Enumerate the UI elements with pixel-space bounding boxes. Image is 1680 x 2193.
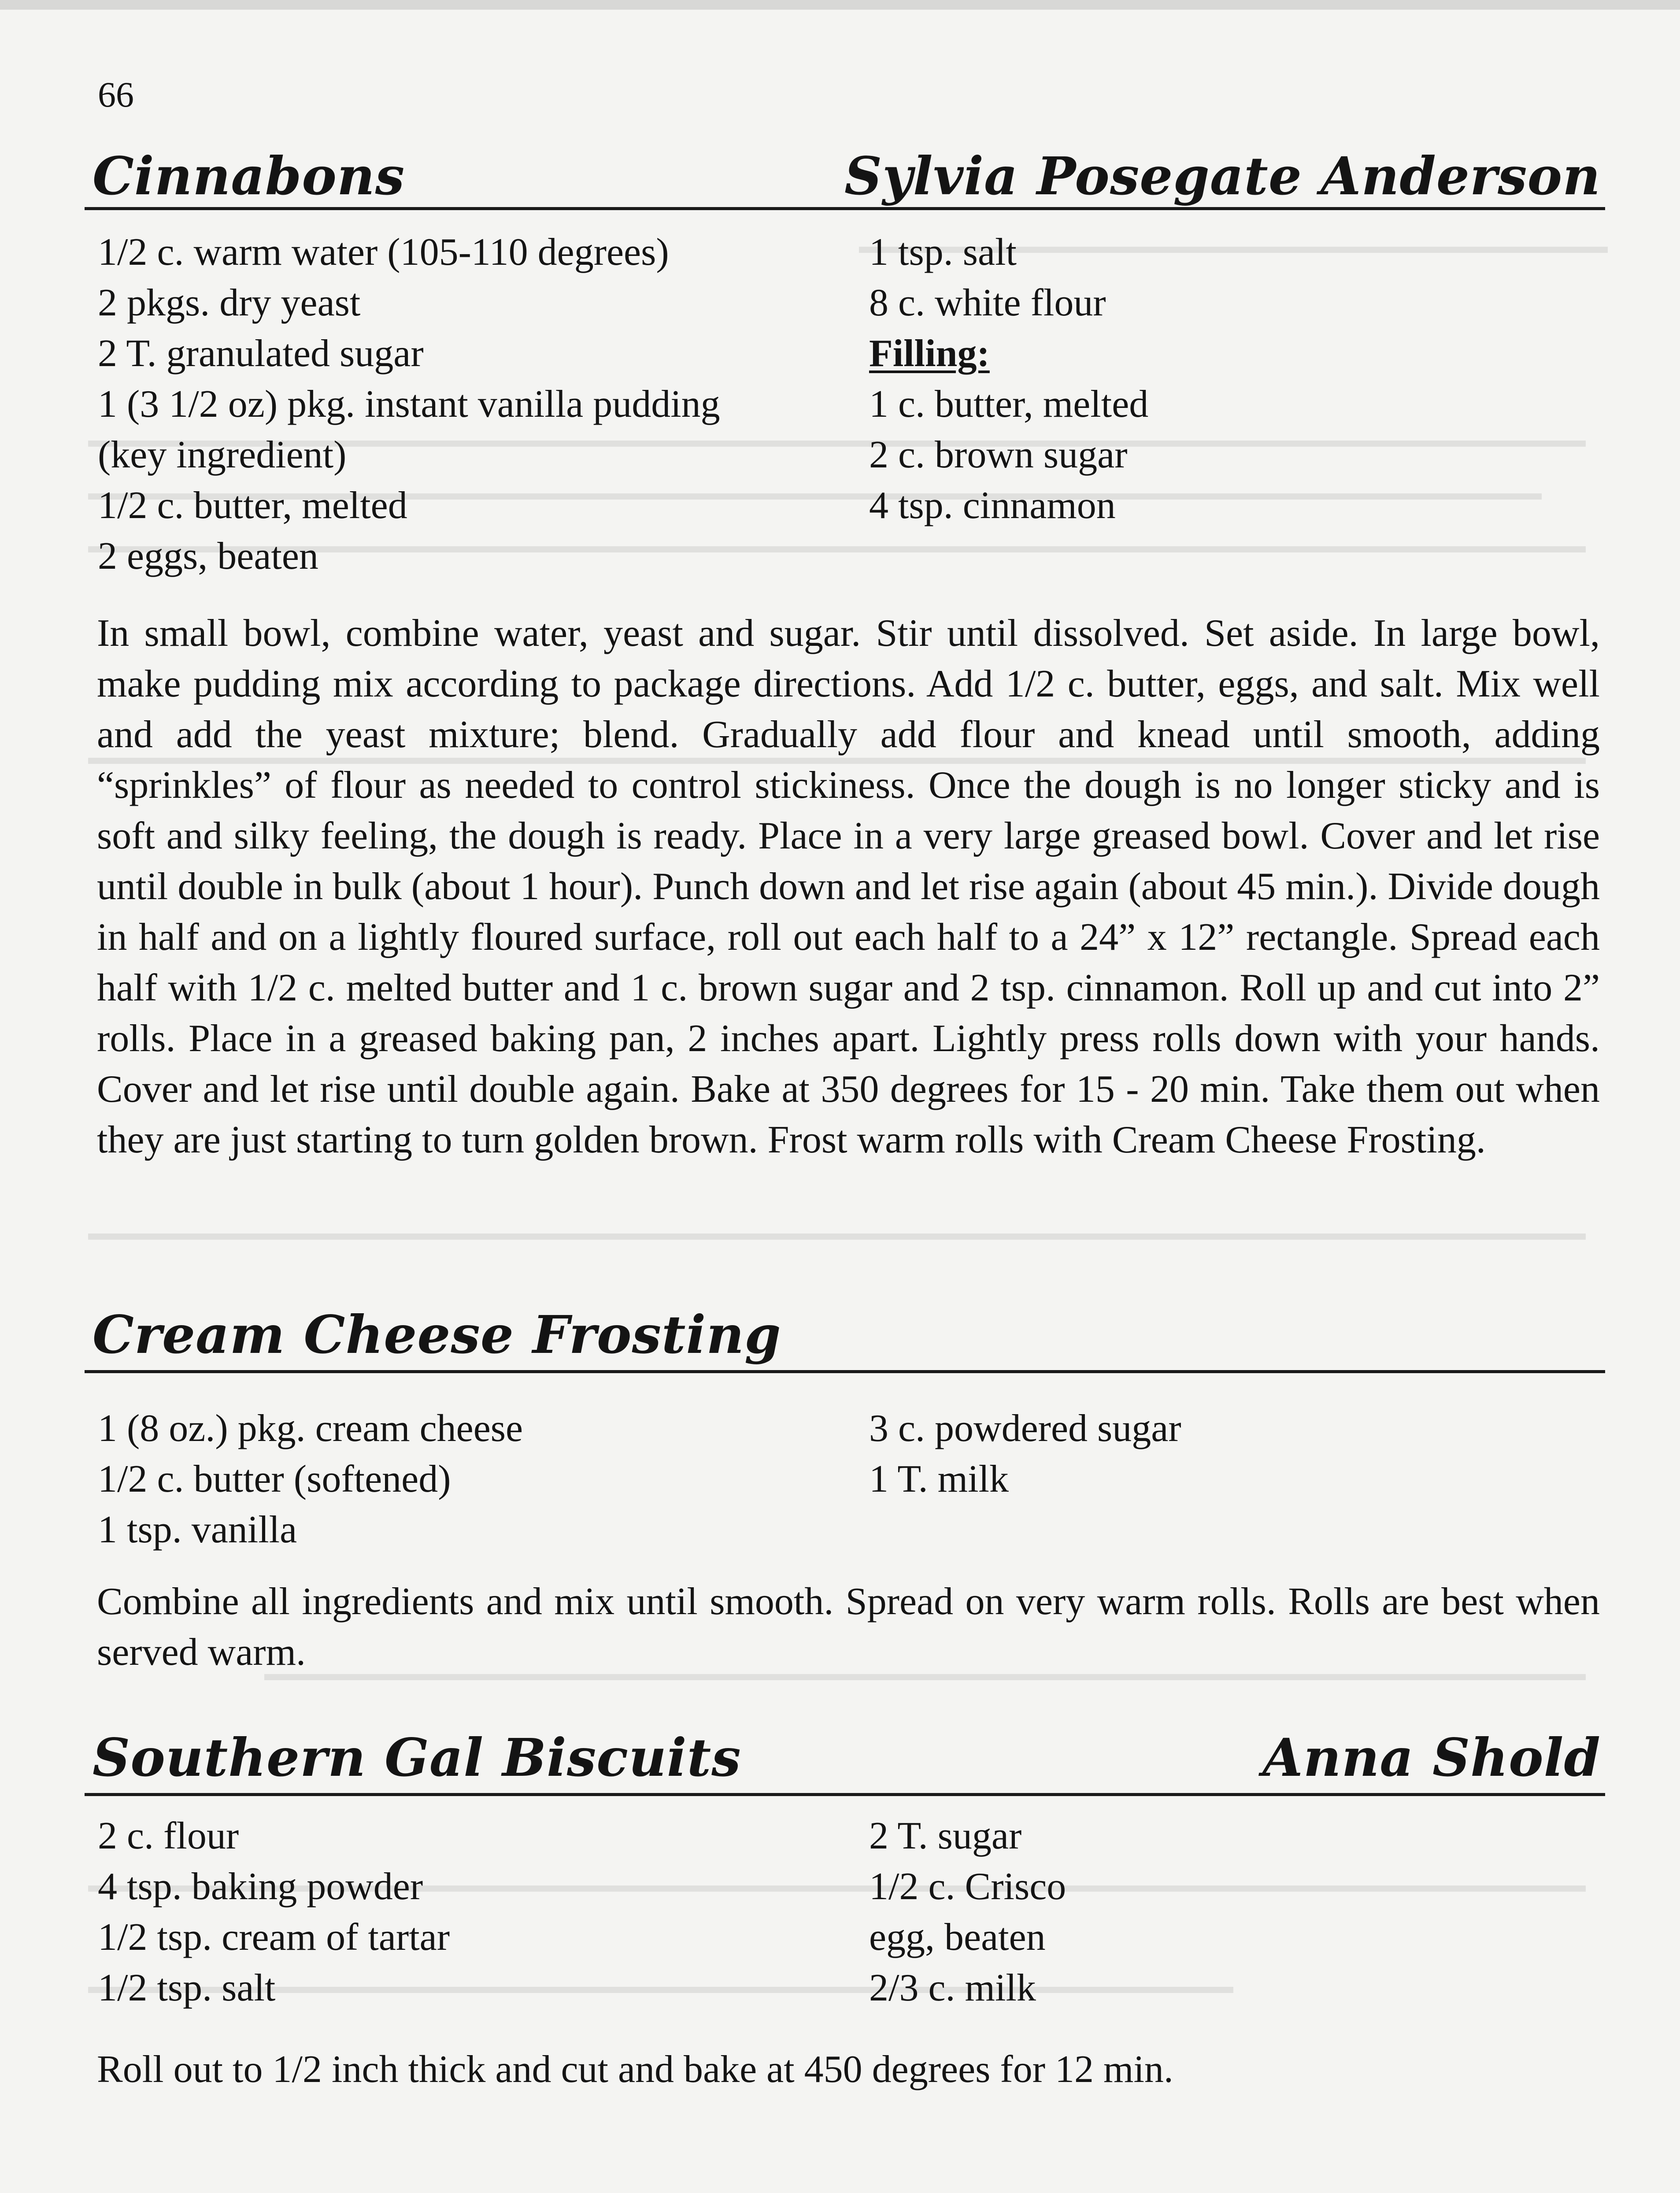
filling-heading: Filling: — [869, 332, 990, 375]
recipe-title-frosting: Cream Cheese Frosting — [93, 1304, 781, 1365]
title-rule — [85, 1370, 1605, 1373]
ingredient-line: egg, beaten — [869, 1916, 1046, 1959]
ingredient-line: 1/2 c. Crisco — [869, 1865, 1066, 1908]
ingredient-line: 4 tsp. cinnamon — [869, 484, 1116, 527]
ingredient-line: 2 c. brown sugar — [869, 433, 1128, 476]
recipe-author-cinnabons: Sylvia Posegate Anderson — [844, 145, 1601, 207]
ingredient-line: 2 eggs, beaten — [98, 535, 318, 578]
ingredient-line: (key ingredient) — [98, 433, 347, 476]
ingredients-right-cinnabons — [869, 227, 1148, 531]
ingredient-line: 4 tsp. baking powder — [98, 1865, 423, 1908]
ingredients-left-biscuits — [98, 1811, 450, 2013]
ingredient-line: 1 (3 1/2 oz) pkg. instant vanilla pudding — [98, 383, 720, 426]
ingredient-line: 1/2 c. butter (softened) — [98, 1458, 451, 1500]
page-top-edge — [0, 0, 1680, 10]
recipe-directions-biscuits: Roll out to 1/2 inch thick and cut and bake at 450 degrees for 12 min. — [97, 2048, 1173, 2091]
recipe-title-cinnabons: Cinnabons — [93, 145, 405, 207]
title-rule — [85, 1793, 1605, 1796]
ingredients-left-frosting — [98, 1403, 523, 1555]
ingredient-line: 8 c. white flour — [869, 282, 1106, 324]
ingredient-line: 1 tsp. vanilla — [98, 1508, 297, 1551]
ingredient-line: 2 pkgs. dry yeast — [98, 282, 361, 324]
ingredient-line: 1 c. butter, melted — [869, 383, 1149, 426]
ingredient-line: 1/2 tsp. cream of tartar — [98, 1916, 450, 1959]
ingredient-line: 1 tsp. salt — [869, 231, 1017, 274]
ingredient-line: 2 T. granulated sugar — [98, 332, 424, 375]
ingredient-line: 1/2 c. warm water (105-110 degrees) — [98, 231, 669, 274]
ingredients-right-biscuits — [869, 1811, 1066, 2013]
title-rule — [85, 207, 1605, 210]
ingredient-line: 3 c. powdered sugar — [869, 1407, 1181, 1450]
ingredient-line: 1/2 tsp. salt — [98, 1967, 276, 2009]
ingredients-right-frosting — [869, 1403, 1181, 1504]
ingredient-line: 2 c. flour — [98, 1815, 239, 1857]
ingredient-line: 2 T. sugar — [869, 1815, 1022, 1857]
ingredient-line: 1 T. milk — [869, 1458, 1009, 1500]
ingredient-line: 1/2 c. butter, melted — [98, 484, 407, 527]
recipe-directions-frosting: Combine all ingredients and mix until smooth. Spread on very warm rolls. Rolls are best when served warm. — [97, 1580, 1600, 1674]
ingredients-left-cinnabons — [98, 227, 720, 582]
ingredient-line: 1 (8 oz.) pkg. cream cheese — [98, 1407, 523, 1450]
recipe-title-biscuits: Southern Gal Biscuits — [93, 1727, 741, 1788]
recipe-author-biscuits: Anna Shold — [1262, 1727, 1601, 1788]
recipe-directions-cinnabons: In small bowl, combine water, yeast and sugar. Stir until dissolved. Set aside. In large bowl, make pudding mix according to package directions. Add 1/2 c. butter, eggs, and salt. Mix well and add the yeast mixture; blend. Gradually add flour and knead until smooth, adding “sprinkles” of flour as needed to control stickiness. Once the dough is no longer sticky and is soft and silky feeling, the dough is ready. Place in a very large greased bowl. Cover and let rise until double in bulk (about 1 hour). Punch down and let rise again (about 45 min.). Divide dough in half and on a lightly floured surface, roll out each half to a 24” x 12” rectangle. Spread each half with 1/2 c. melted butter and 1 c. brown sugar and 2 tsp. cinnamon. Roll up and cut into 2” rolls. Place in a greased baking pan, 2 inches apart. Lightly press rolls down with your hands. Cover and let rise until double again. Bake at 350 degrees for 15 - 20 min. Take them out when they are just starting to turn golden brown. Frost warm rolls with Cream Cheese Frosting. — [97, 612, 1600, 1161]
ingredient-line: 2/3 c. milk — [869, 1967, 1036, 2009]
page-number: 66 — [98, 74, 134, 115]
